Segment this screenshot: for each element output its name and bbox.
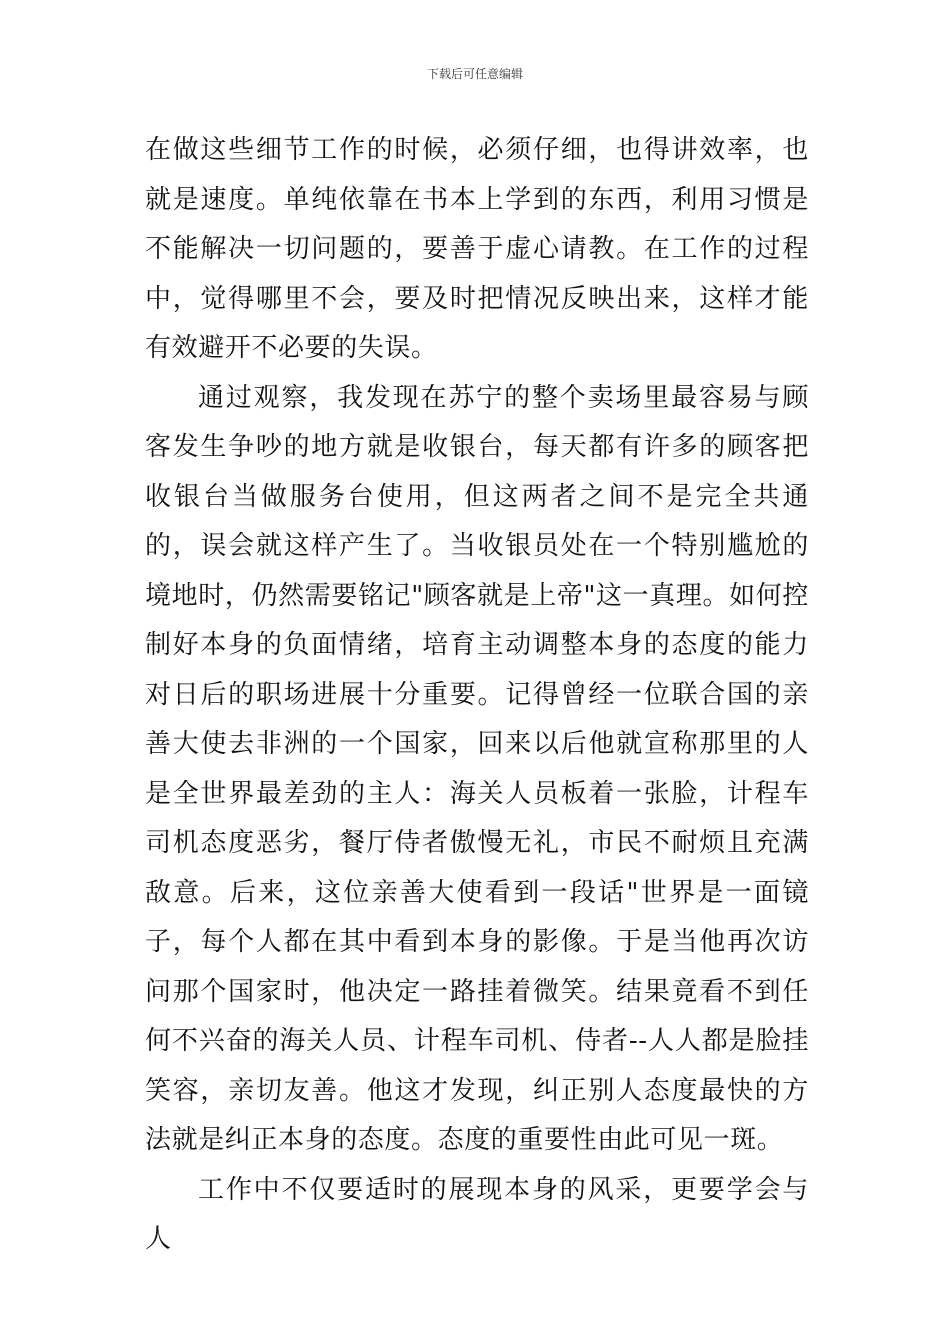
page-header: 下载后可任意编辑 <box>426 67 523 81</box>
paragraph-3: 工作中不仅要适时的展现本身的风采，更要学会与人 <box>145 1174 809 1254</box>
body-text <box>145 126 809 1265</box>
paragraph-1: 在做这些细节工作的时候，必须仔细，也得讲效率，也就是速度。单纯依靠在书本上学到的东西，利用习惯是不能解决一切问题的，要善于虚心请教。在工作的过程中，觉得哪里不会，要及时把情况反映出来，这样才能有效避开不必要的失误。 <box>145 135 809 363</box>
paragraph-2: 通过观察，我发现在苏宁的整个卖场里最容易与顾客发生争吵的地方就是收银台，每天都有许多的顾客把收银台当做服务台使用，但这两者之间不是完全共通的，误会就这样产生了。当收银员处在一个特别尴尬的境地时，仍然需要铭记"顾客就是上帝"这一真理。如何控制好本身的负面情绪，培育主动调整本身的态度的能力对日后的职场进展十分重要。记得曾经一位联合国的亲善大使去非洲的一个国家，回来以后他就宣称那里的人是全世界最差劲的主人：海关人员板着一张脸，计程车司机态度恶劣，餐厅侍者傲慢无礼，市民不耐烦且充满敌意。后来，这位亲善大使看到一段话"世界是一面镜子，每个人都在其中看到本身的影像。于是当他再次访问那个国家时，他决定一路挂着微笑。结果竟看不到任何不兴奋的海关人员、计程车司机、侍者--人人都是脸挂笑容，亲切友善。他这才发现，纠正别人态度最快的方法就是纠正本身的态度。态度的重要性由此可见一斑。 <box>145 382 809 1155</box>
